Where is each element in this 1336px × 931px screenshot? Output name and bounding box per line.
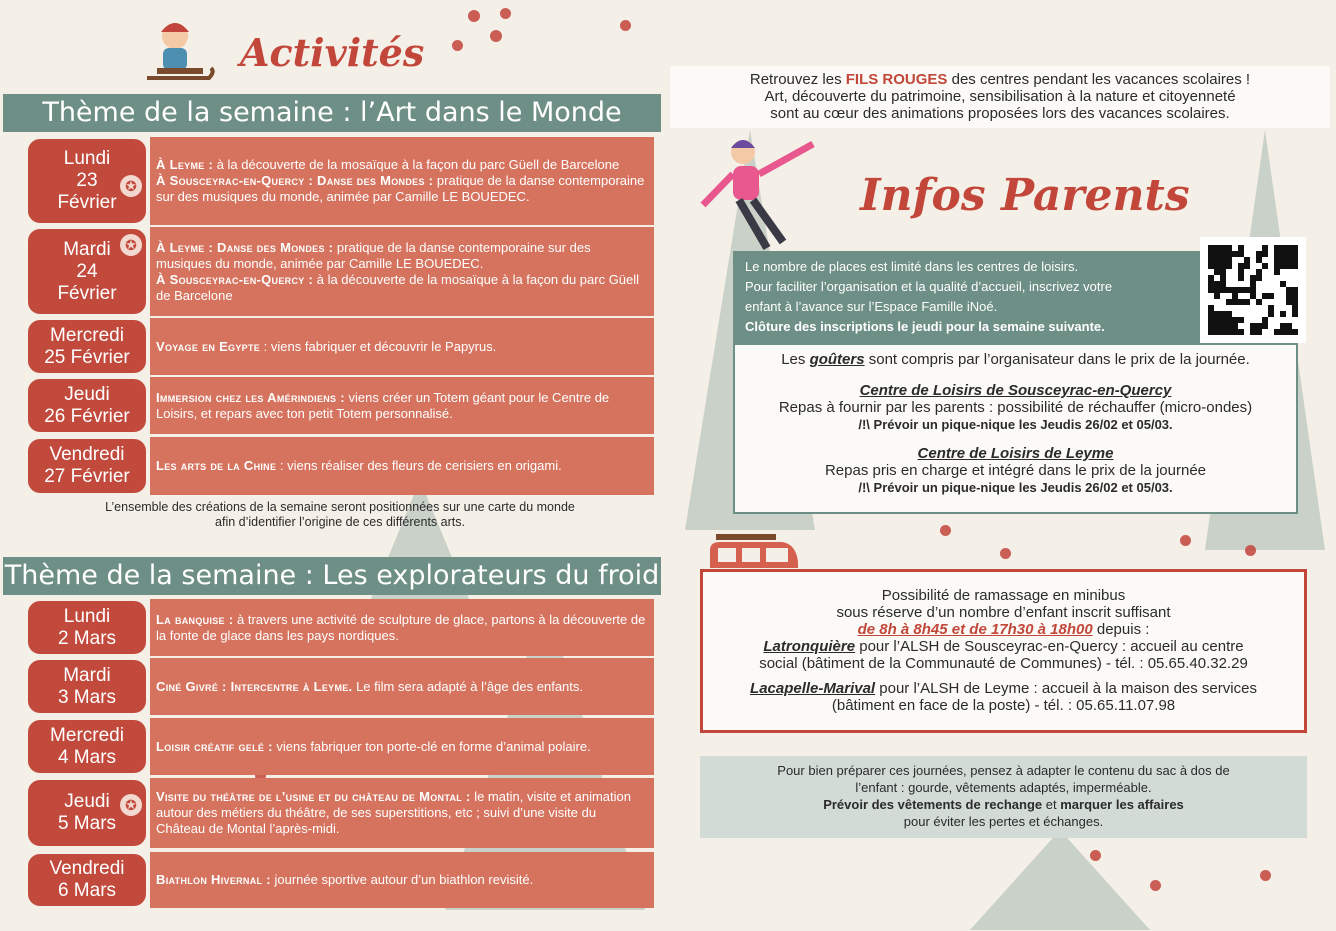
lacapelle-label: Lacapelle-Marival: [750, 680, 876, 697]
qr-code[interactable]: [1200, 237, 1306, 343]
repas-text: Les: [781, 351, 810, 368]
bus-hours: de 8h à 8h45 et de 17h30 à 18h00: [857, 621, 1093, 638]
activity-text: à travers une activité de sculpture de glace, partons à la découverte de la fonte de glace dans les pays nordiques.: [156, 611, 646, 643]
activity-description: [150, 318, 654, 375]
day-name: Mercredi: [50, 324, 124, 346]
activity-row: [26, 437, 654, 495]
repas-text: sont compris par l’organisateur dans le prix de la journée.: [864, 351, 1250, 368]
activity-row: [26, 137, 654, 225]
activity-description: [150, 137, 654, 225]
bus-text: sous réserve d’un nombre d’enfant inscrit suffisant: [836, 604, 1171, 621]
picnic-warning: /!\ Prévoir un pique-nique les Jeudis 26/02 et 05/03.: [858, 417, 1173, 432]
activity-text: journée sportive autour d’un biathlon revisité.: [270, 872, 534, 887]
activity-description: [150, 852, 654, 908]
day-month: Février: [57, 192, 117, 213]
berry-decoration: [1000, 548, 1011, 559]
berry-decoration: [500, 8, 511, 19]
activity-text: : viens réaliser des fleurs de cerisiers en origami.: [276, 458, 562, 473]
activity-text: Le film sera adapté à l’âge des enfants.: [352, 678, 584, 694]
activity-text: le matin, visite et animation autour des métiers du théâtre, de ses superstitions, etc ; suivi d’une visite du Château de Montal l’après-midi.: [156, 789, 631, 836]
day-number: 2 Mars: [57, 627, 117, 649]
activity-place: Visite du théâtre de l’usine et du château de Montal :: [156, 789, 471, 804]
berry-decoration: [1150, 880, 1161, 891]
activity-text: : viens fabriquer et découvrir le Papyrus.: [260, 338, 497, 354]
inscription-text: Pour faciliter l’organisation et la qualité d’accueil, inscrivez votre: [745, 279, 1113, 294]
berry-decoration: [1260, 870, 1271, 881]
day-label: [26, 318, 148, 375]
child-skating-icon: [695, 130, 825, 255]
week1-theme-bar: Thème de la semaine : l’Art dans le Monde: [3, 94, 661, 132]
activity-place: À Sousceyrac-en-Quercy :: [156, 271, 314, 287]
activity-text: viens fabriquer ton porte-clé en forme d’animal polaire.: [272, 738, 591, 754]
qr-code-icon: [1208, 245, 1298, 335]
day-number: 6 Mars: [57, 880, 117, 901]
day-number: 27 Février: [44, 466, 130, 487]
inscription-text: Le nombre de places est limité dans les centres de loisirs.: [745, 259, 1079, 274]
day-label: [26, 658, 148, 715]
centre-leyme-title: Centre de Loisirs de Leyme: [917, 445, 1114, 462]
bus-text: depuis :: [1092, 621, 1150, 638]
star-icon: ✪: [120, 175, 142, 197]
day-name: Lundi: [63, 605, 111, 627]
activity-place: Les arts de la Chine: [156, 458, 277, 473]
fils-text: des centres pendant les vacances scolaires !: [947, 71, 1251, 88]
activity-text: à la découverte de la mosaïque à la façon du parc Güell de Barcelone: [213, 157, 620, 172]
infos-parents-title: Infos Parents: [860, 170, 1190, 221]
bus-text: pour l’ALSH de Sousceyrac-en-Quercy : accueil au centre: [855, 638, 1244, 655]
activity-place: Loisir créatif gelé :: [156, 738, 273, 754]
berry-decoration: [1180, 535, 1191, 546]
repas-text: Repas pris en charge et intégré dans le prix de la journée: [824, 462, 1207, 479]
day-number: 3 Mars: [57, 686, 117, 708]
activity-place: À Leyme : Danse des Mondes :: [156, 239, 334, 255]
bus-text: (bâtiment en face de la poste) - tél. : 05.65.11.07.98: [831, 697, 1176, 714]
activity-place: Biathlon Hivernal :: [156, 872, 271, 887]
activity-place: Voyage en Egypte: [156, 338, 261, 354]
day-name: Mercredi: [50, 724, 124, 746]
activity-row: [26, 658, 654, 715]
day-month: Février: [57, 282, 117, 304]
inscription-box: [733, 251, 1200, 343]
activity-place: À Sousceyrac-en-Quercy : Danse des Mondes :: [156, 173, 434, 188]
day-name: Vendredi: [49, 444, 125, 465]
day-name: Jeudi: [64, 791, 110, 812]
fils-text: Art, découverte du patrimoine, sensibilisation à la nature et citoyenneté: [764, 88, 1236, 105]
minibus-box: [700, 569, 1307, 733]
activity-text: pratique de la danse contemporaine sur des musiques du monde, animée par Camille LE BOUEDEC.: [156, 173, 645, 204]
activity-place: Immersion chez les Amérindiens :: [156, 389, 345, 405]
gouters-label: goûters: [809, 351, 865, 368]
bus-text: pour l’ALSH de Leyme : accueil à la maison des services: [875, 680, 1257, 697]
bus-text: Possibilité de ramassage en minibus: [881, 587, 1126, 604]
berry-decoration: [490, 30, 502, 42]
day-number: 5 Mars: [57, 813, 117, 834]
activity-place: La banquise :: [156, 611, 234, 627]
activity-description: [150, 599, 654, 656]
picnic-warning: /!\ Prévoir un pique-nique les Jeudis 26/02 et 05/03.: [858, 480, 1173, 495]
week2-theme-bar: Thème de la semaine : Les explorateurs du froid: [3, 557, 661, 595]
activity-row: [26, 778, 654, 848]
activity-text: pratique de la danse contemporaine sur des musiques du monde, animée par Camille LE BOUEDEC.: [156, 239, 591, 271]
activity-description: [150, 658, 654, 715]
day-label: [26, 437, 148, 495]
day-number: 23: [76, 170, 98, 191]
day-number: 24: [76, 260, 98, 282]
day-label: [26, 852, 148, 908]
day-label: [26, 718, 148, 775]
day-name: Mardi: [63, 664, 111, 686]
bus-text: social (bâtiment de la Communauté de Communes) - tél. : 05.65.40.32.29: [759, 655, 1248, 672]
activity-description: [150, 718, 654, 775]
berry-decoration: [452, 40, 463, 51]
child-sled-icon: [135, 14, 215, 94]
day-number: 26 Février: [44, 405, 130, 427]
fils-rouges-box: [670, 66, 1330, 128]
day-label: [26, 377, 148, 434]
activity-text: viens créer un Totem géant pour le Centre de Loisirs, et repars avec ton petit Totem personnalisé.: [156, 389, 610, 421]
fir-tree-icon: [960, 830, 1160, 930]
inscription-text: enfant à l’avance sur l’Espace Famille iNoé.: [745, 299, 998, 314]
activity-place: À Leyme :: [156, 157, 214, 172]
berry-decoration: [620, 20, 631, 31]
star-icon: ✪: [120, 794, 142, 816]
activity-text: à la découverte de la mosaïque à la façon du parc Güell de Barcelone: [156, 271, 640, 303]
activity-place: Ciné Givré : Intercentre à Leyme.: [156, 678, 353, 694]
berry-decoration: [940, 525, 951, 536]
activity-description: [150, 227, 654, 316]
berry-decoration: [468, 10, 480, 22]
latronquiere-label: Latronquière: [763, 638, 856, 655]
inscription-deadline: Clôture des inscriptions le jeudi pour la semaine suivante.: [745, 319, 1105, 334]
day-number: 4 Mars: [57, 746, 117, 768]
repas-box: [733, 343, 1298, 514]
fils-text: Retrouvez les: [749, 71, 846, 88]
sac-text: l’enfant : gourde, vêtements adaptés, imperméable.: [855, 780, 1152, 795]
star-icon: ✪: [120, 234, 142, 256]
activity-row: [26, 599, 654, 656]
day-name: Jeudi: [64, 383, 110, 405]
sac-bold: Prévoir des vêtements de rechange: [823, 797, 1043, 812]
sac-box: [700, 756, 1307, 838]
day-label: [26, 599, 148, 656]
activity-row: [26, 227, 654, 316]
activity-row: [26, 852, 654, 908]
activites-title: Activités: [240, 30, 425, 75]
centre-sousceyrac-title: Centre de Loisirs de Sousceyrac-en-Quercy: [859, 382, 1172, 399]
day-name: Vendredi: [49, 858, 125, 879]
repas-text: Repas à fournir par les parents : possibilité de réchauffer (micro-ondes): [778, 399, 1253, 416]
fils-text: sont au cœur des animations proposées lors des vacances scolaires.: [770, 105, 1230, 122]
sac-text: Pour bien préparer ces journées, pensez à adapter le contenu du sac à dos de: [777, 763, 1230, 778]
activity-row: [26, 718, 654, 775]
day-name: Mardi: [63, 238, 111, 260]
sac-text: pour éviter les pertes et échanges.: [903, 814, 1104, 829]
sac-bold: marquer les affaires: [1060, 797, 1184, 812]
berry-decoration: [1245, 545, 1256, 556]
day-name: Lundi: [63, 148, 111, 169]
week1-note: L’ensemble des créations de la semaine seront positionnées sur une carte du monde afin d’identifier l’origine de ces différents arts.: [105, 500, 575, 529]
berry-decoration: [1090, 850, 1101, 861]
activity-row: [26, 377, 654, 434]
fils-highlight: FILS ROUGES: [845, 71, 948, 88]
activity-description: [150, 778, 654, 848]
sac-text: et: [1042, 797, 1061, 812]
activity-description: [150, 437, 654, 495]
activity-description: [150, 377, 654, 434]
activity-row: [26, 318, 654, 375]
day-number: 25 Février: [44, 346, 130, 368]
